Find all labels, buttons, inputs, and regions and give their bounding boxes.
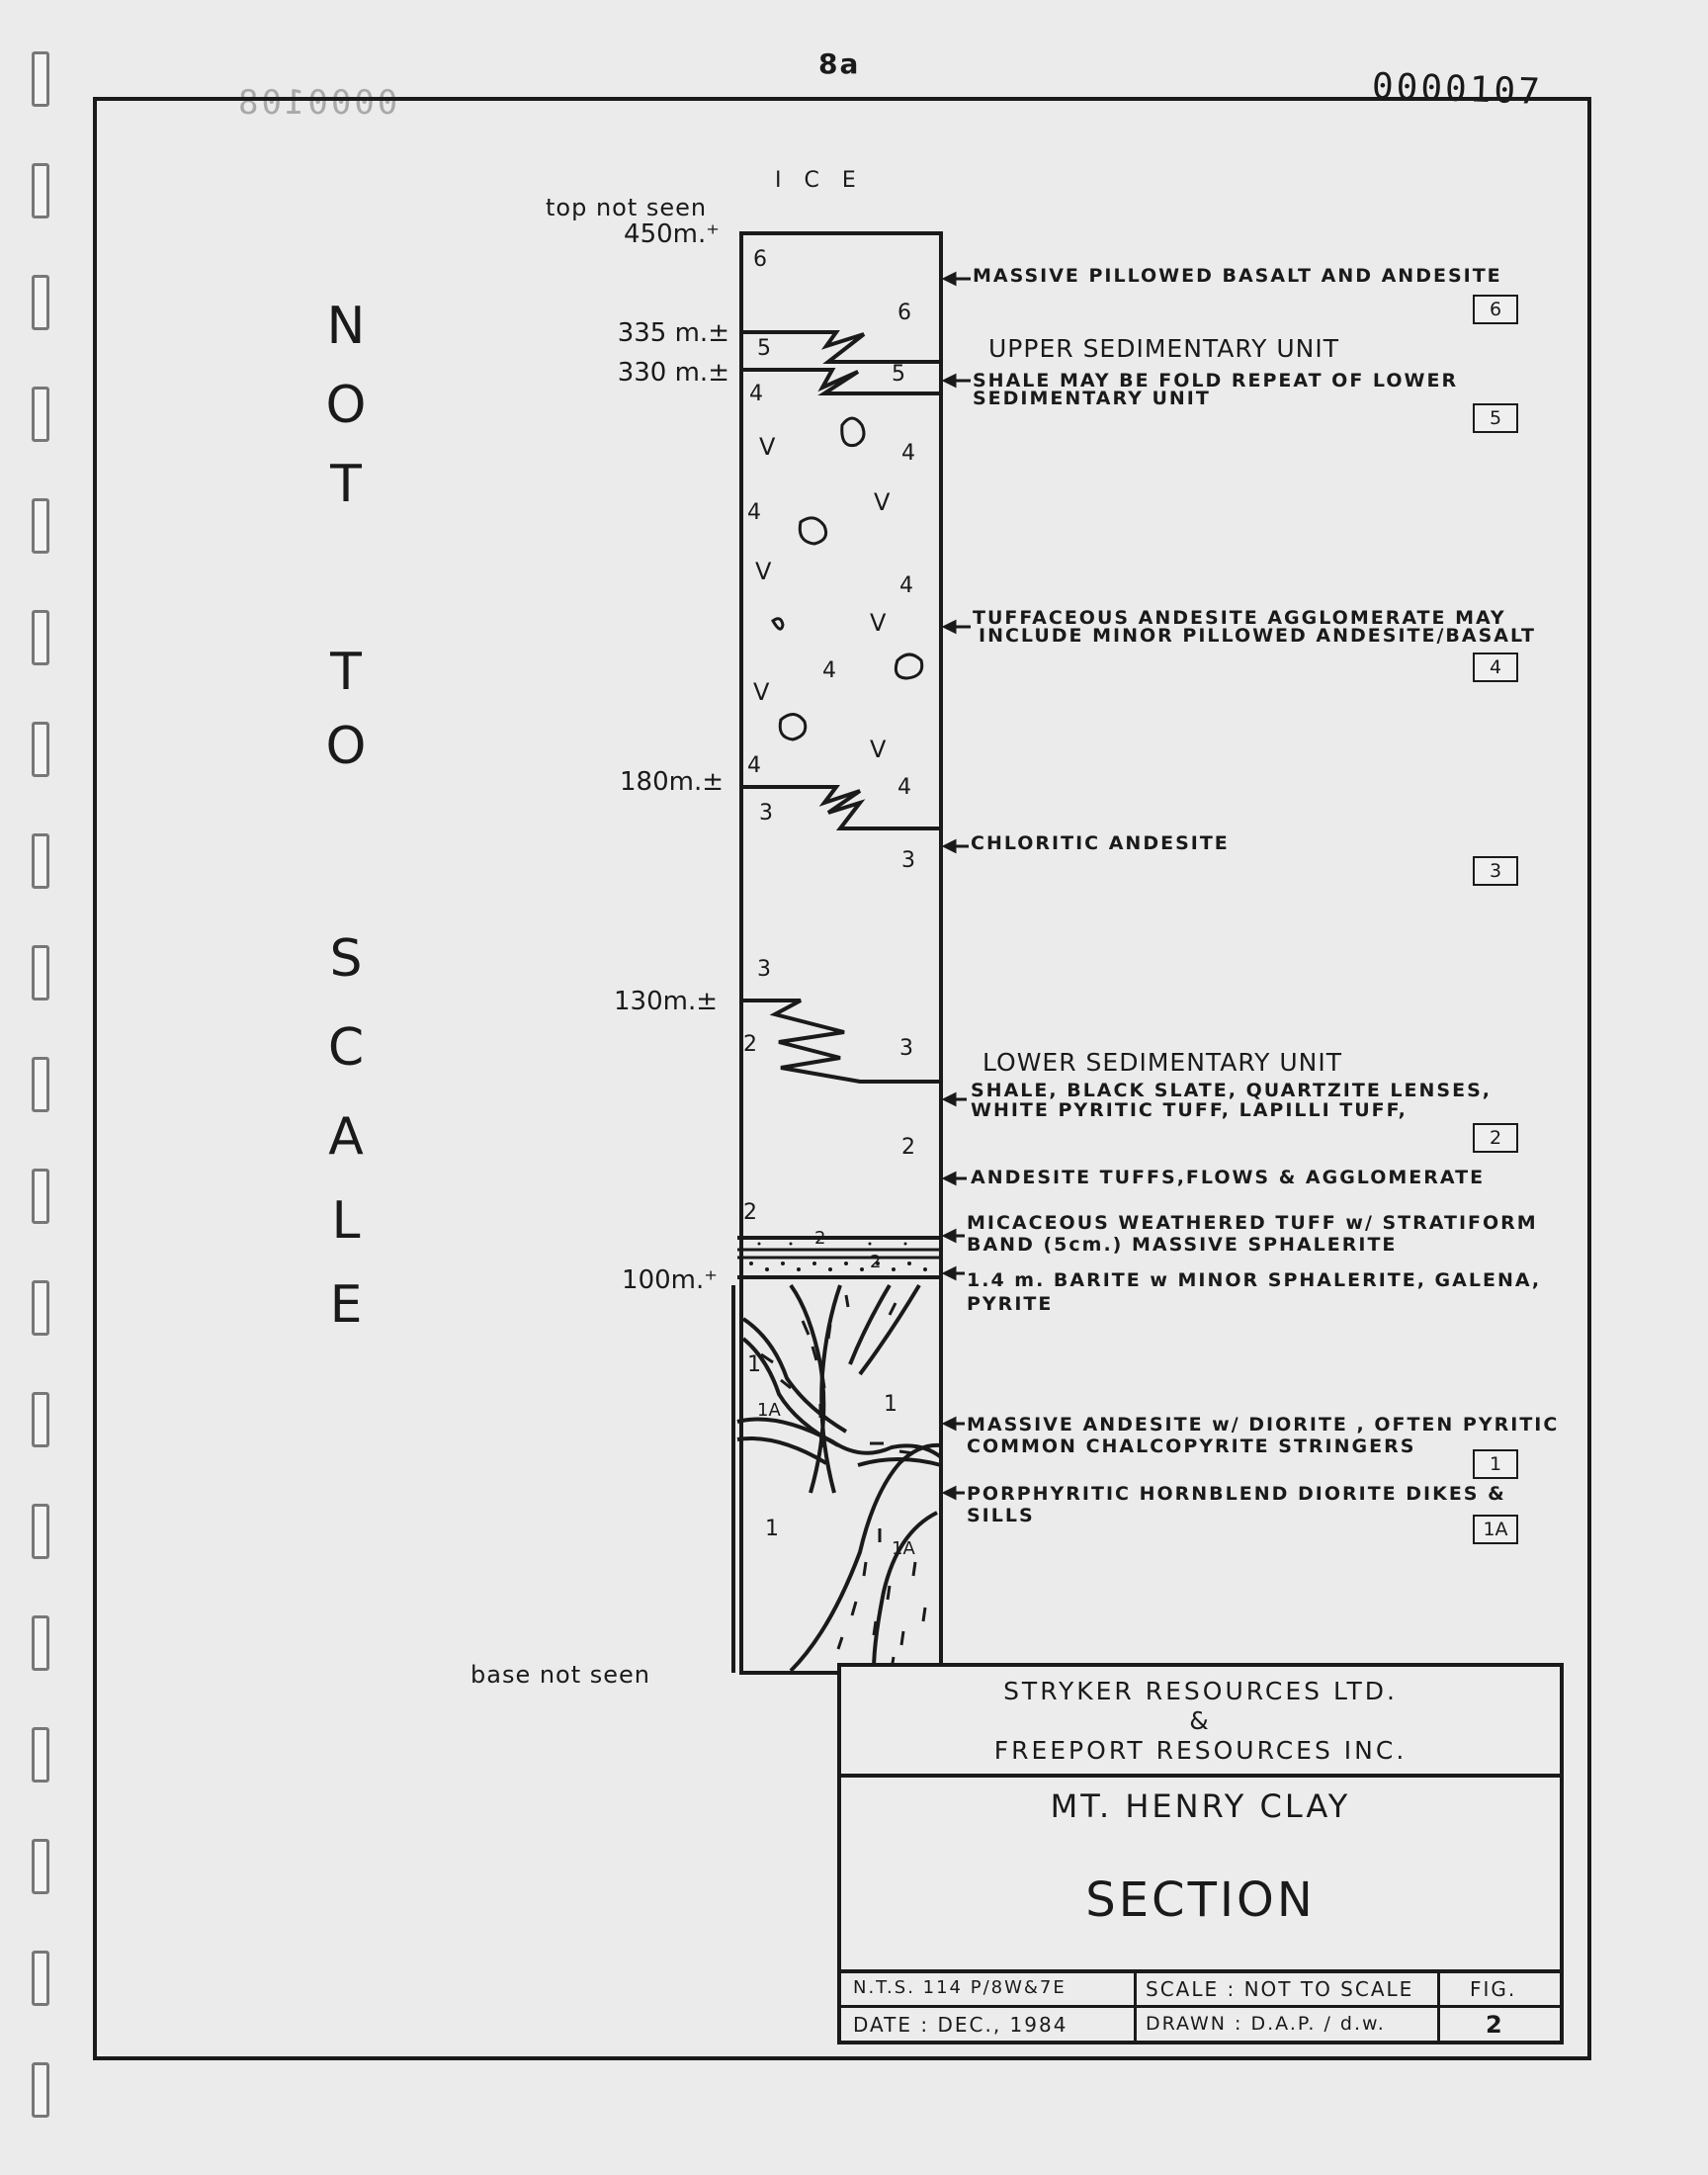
unit-4-box: 4 (1473, 652, 1518, 682)
vertical-letter: T (330, 643, 362, 702)
unit-mark: 3 (901, 848, 915, 873)
vertical-letter: T (330, 455, 362, 514)
diorite-dikes (737, 1285, 941, 1671)
base-not-seen-label: base not seen (470, 1661, 651, 1689)
unit-mark: 3 (759, 801, 773, 826)
unit-mark: 6 (897, 301, 911, 325)
vertical-letter: S (329, 929, 363, 989)
top-not-seen-label: top not seen (546, 194, 708, 221)
unit-mark: V (874, 488, 891, 516)
unit-1a-description-2: SILLS (967, 1505, 1035, 1526)
date-cell: DATE : DEC., 1984 (853, 2013, 1068, 2037)
elevation-label: 335 m.± (617, 318, 729, 348)
contact-5-4 (741, 370, 941, 393)
company-ampersand: & (1189, 1706, 1212, 1735)
unit-5-description-1: SHALE MAY BE FOLD REPEAT OF LOWER (973, 370, 1459, 392)
unit-mark: V (753, 678, 770, 706)
unit-2-description-2: WHITE PYRITIC TUFF, LAPILLI TUFF, (971, 1099, 1408, 1121)
ice-label: I C E (775, 168, 864, 193)
unit-2-description-1: SHALE, BLACK SLATE, QUARTZITE LENSES, (971, 1080, 1492, 1101)
scale-cell: SCALE : NOT TO SCALE (1146, 1977, 1414, 2001)
unit-6-box: 6 (1473, 295, 1518, 324)
company-name-2: FREEPORT RESOURCES INC. (993, 1736, 1408, 1765)
nts-cell: N.T.S. 114 P/8W&7E (853, 1977, 1067, 1998)
unit-mark: 4 (749, 382, 763, 406)
vertical-letter: O (325, 717, 367, 776)
unit-mark: V (759, 433, 776, 461)
drawing-title: SECTION (1085, 1872, 1316, 1928)
page-number: 8a (818, 47, 861, 80)
unit-1-description-1: MASSIVE ANDESITE w/ DIORITE , OFTEN PYRITIC (967, 1414, 1560, 1436)
vertical-letter: L (331, 1191, 361, 1251)
micaceous-tuff-description-2: BAND (5cm.) MASSIVE SPHALERITE (967, 1234, 1398, 1256)
unit-mark: 2 (743, 1032, 757, 1057)
info-col-divider-1 (1134, 1969, 1137, 2044)
unit-mark: 3 (899, 1036, 913, 1061)
unit-mark: 1A (757, 1400, 781, 1421)
upper-sedimentary-title: UPPER SEDIMENTARY UNIT (988, 334, 1339, 363)
unit-3-box: 3 (1473, 856, 1518, 886)
micaceous-tuff-description-1: MICACEOUS WEATHERED TUFF w/ STRATIFORM (967, 1212, 1538, 1234)
info-col-divider-2 (1437, 1969, 1440, 2044)
unit-mark: 4 (901, 441, 915, 466)
vertical-letter: A (328, 1107, 364, 1167)
unit-mark: 6 (753, 247, 767, 272)
unit-1-description-2: COMMON CHALCOPYRITE STRINGERS (967, 1436, 1416, 1457)
elevation-label: 330 m.± (617, 358, 729, 388)
elevation-label: 130m.± (613, 987, 718, 1016)
info-divider-mid (841, 2005, 1560, 2008)
info-divider-top (841, 1969, 1560, 1973)
project-name: MT. HENRY CLAY (1050, 1787, 1351, 1825)
barite-description-2: PYRITE (967, 1293, 1054, 1315)
drawn-cell: DRAWN : D.A.P. / d.w. (1146, 2013, 1386, 2035)
unit-mark: 4 (897, 775, 911, 800)
unit-3-description: CHLORITIC ANDESITE (971, 832, 1230, 854)
vertical-letter: O (325, 376, 367, 435)
unit-1-box: 1 (1473, 1449, 1518, 1479)
vertical-letter: E (329, 1275, 363, 1335)
vertical-letter: C (327, 1018, 365, 1078)
unit-5-box: 5 (1473, 403, 1518, 433)
unit-mark: 4 (747, 753, 761, 778)
unit-mark: 1A (892, 1538, 915, 1559)
unit-4-description-2: INCLUDE MINOR PILLOWED ANDESITE/BASALT (979, 625, 1536, 647)
unit-mark: 4 (747, 500, 761, 525)
title-divider (841, 1774, 1560, 1778)
unit-mark: 4 (899, 573, 913, 598)
unit-mark: 3 (757, 957, 771, 982)
company-name-1: STRYKER RESOURCES LTD. (1003, 1677, 1398, 1705)
elevation-label: 100m.⁺ (622, 1265, 718, 1295)
document-number: 0000107 (1371, 65, 1544, 114)
unit-5-description-2: SEDIMENTARY UNIT (973, 388, 1211, 409)
unit-mark: 1 (884, 1392, 897, 1417)
dike-dashes (761, 1295, 925, 1669)
unit-mark: 5 (757, 336, 771, 361)
unit-mark: 2 (870, 1252, 882, 1272)
fig-label-cell: FIG. (1470, 1977, 1517, 2001)
andesite-tuffs-description: ANDESITE TUFFS,FLOWS & AGGLOMERATE (971, 1167, 1486, 1188)
barite-description-1: 1.4 m. BARITE w MINOR SPHALERITE, GALENA, (967, 1269, 1542, 1291)
vertical-letter: N (326, 297, 366, 356)
unit-6-description: MASSIVE PILLOWED BASALT AND ANDESITE (973, 265, 1502, 287)
lower-sedimentary-title: LOWER SEDIMENTARY UNIT (982, 1048, 1342, 1077)
unit-1a-description-1: PORPHYRITIC HORNBLEND DIORITE DIKES & (967, 1483, 1506, 1505)
elevation-label: 450m.⁺ (624, 219, 720, 249)
unit-2-box: 2 (1473, 1123, 1518, 1153)
contact-6-5 (741, 332, 941, 362)
unit-1a-box: 1A (1473, 1515, 1518, 1544)
unit-mark: 2 (814, 1228, 826, 1249)
unit-mark: 2 (901, 1135, 915, 1160)
unit-mark: V (755, 558, 772, 585)
unit-mark: V (870, 736, 887, 763)
title-block (837, 1663, 1564, 2044)
fig-number-cell: 2 (1486, 2011, 1504, 2039)
unit-mark: 4 (822, 658, 836, 683)
elevation-label: 180m.± (619, 767, 724, 797)
unit-mark: 2 (743, 1200, 757, 1225)
unit-mark: 1 (747, 1352, 761, 1377)
faded-document-number: 0000108 (235, 83, 398, 123)
unit-mark: 5 (892, 362, 905, 387)
unit-4-description-1: TUFFACEOUS ANDESITE AGGLOMERATE MAY (973, 607, 1506, 629)
unit-mark: V (870, 609, 887, 637)
unit-mark: 1 (765, 1517, 779, 1541)
